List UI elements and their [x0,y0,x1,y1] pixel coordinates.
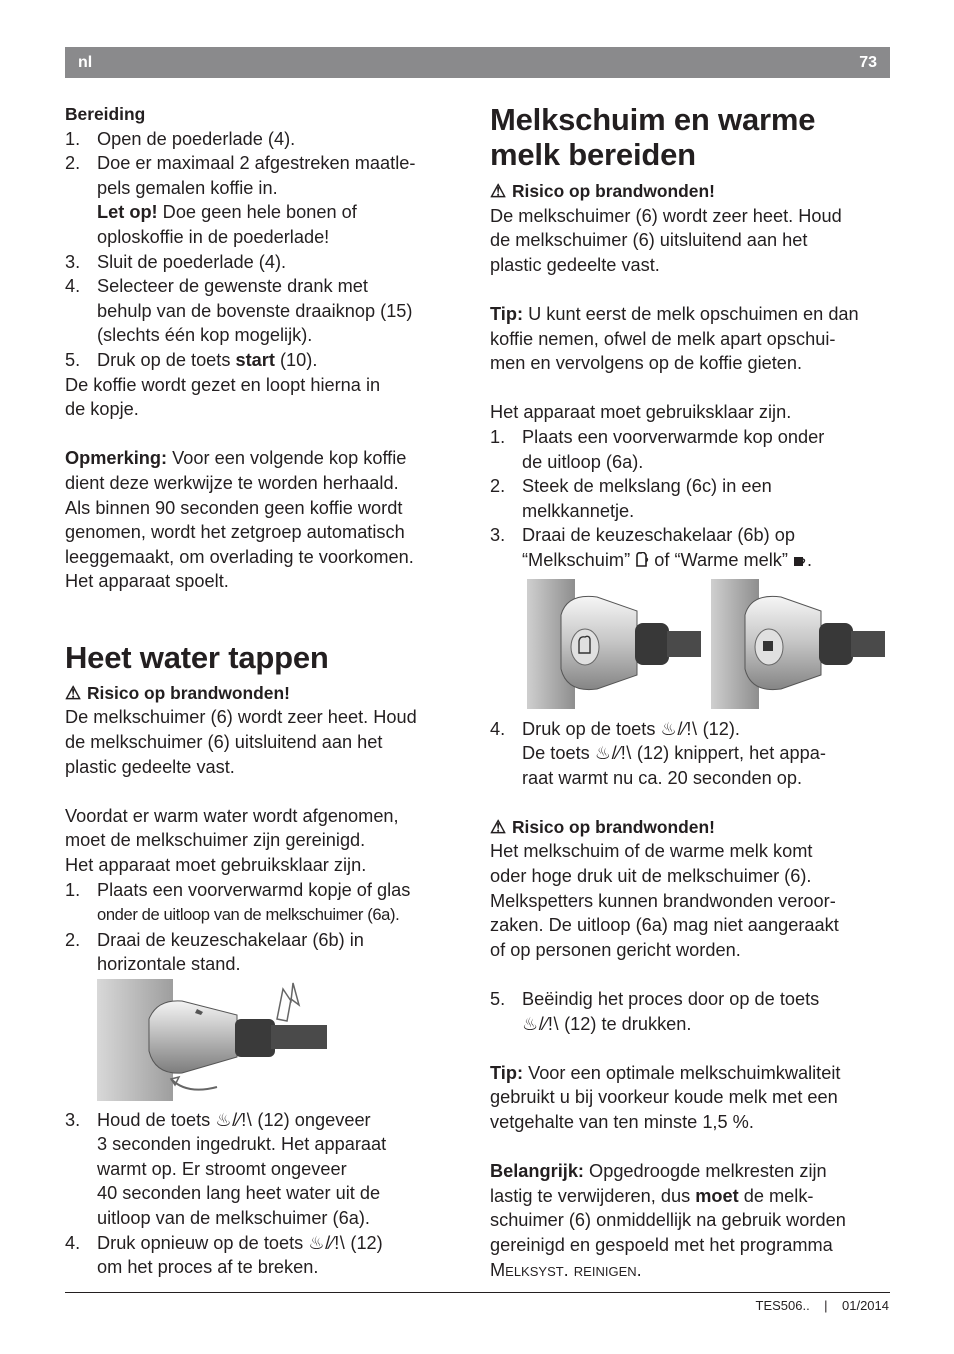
remark: Opmerking: Voor een volgende kop koffie dient deze werkwijze te worden herhaald. Als binnen 90 seconden geen koffie wordt genomen, wordt het zetgroep automatisch leeggemaakt, om overlading te voorkomen. Het apparaat spoelt. [65,448,414,592]
list-item: 3. Draai de keuzeschakelaar (6b) op “Melkschuim” of “Warme melk” . [490,525,813,570]
warning-title: ⚠ Risico op brandwonden! [65,681,470,706]
page-footer [756,1298,890,1313]
list-item: 5. Druk op de toets start (10). [65,349,318,370]
warning-text: De melkschuimer (6) wordt zeer heet. Houd de melkschuimer (6) uitsluitend aan het plastic gedeelte vast. [65,707,417,777]
warning-title: ⚠ Risico op brandwonden! [490,179,895,204]
prep-title: Bereiding [65,104,146,124]
list-item: 4. Selecteer de gewenste drank met behulp van de bovenste draaiknop (15) (slechts één kop mogelijk). [65,276,413,346]
list-item: 2. Draai de keuzeschakelaar (6b) in horizontale stand. [65,929,364,975]
warning-text: De melkschuimer (6) wordt zeer heet. Houd de melkschuimer (6) uitsluitend aan het plastic gedeelte vast. [490,205,842,275]
prep-steps [65,127,470,373]
section-title-milk: Melkschuim en warme melk bereiden [490,102,816,172]
milk-steps-3 [490,987,895,1036]
steam-button-icon: ♨/⁄!\ [308,1232,346,1253]
steam-button-icon: ♨/⁄!\ [660,718,698,739]
list-item: 2. Steek de melkslang (6c) in een melkkannetje. [490,476,772,521]
warning-text-2: Het melkschuim of de warme melk komt oder hoge druk uit de melkschuimer (6). Melkspetters kunnen brandwonden veroor- zaken. De uitloop (6a) mag niet aangeraakt of op personen gericht worden. [490,841,839,960]
tip: Tip: U kunt eerst de melk opschuimen en dan koffie nemen, ofwel de melk apart opschui- men en vervolgens op de koffie gieten. [490,303,859,374]
list-item: 2. Doe er maximaal 2 afgestreken maatle- pels gemalen koffie in. Let op! Doe geen hele bonen of oploskoffie in de poederlade! [65,153,416,247]
frother-horizontal-illustration [97,979,470,1108]
warning-icon: ⚠ [65,682,82,703]
list-item: 3. Sluit de poederlade (4). [65,251,287,272]
left-column [65,102,470,1280]
section-title-hot-water: Heet water tappen [65,639,329,675]
milk-steps [490,425,895,573]
milk-foam-cup-icon [635,552,649,568]
hot-water-steps [65,878,470,977]
knob-milk-foam-illustration [527,579,701,709]
footer-separator: | [824,1298,828,1313]
steam-button-icon: ♨/⁄!\ [522,1013,560,1034]
after-text: De koffie wordt gezet en loopt hierna in de kopje. [65,374,381,420]
page-header [65,47,890,78]
edition-date: 01/2014 [842,1298,889,1313]
note-bold: Let op! [97,202,158,223]
warning-title-2: ⚠ Risico op brandwonden! [490,815,895,840]
pre-text: Voordat er warm water wordt afgenomen, moet de melkschuimer zijn gereinigd. Het apparaat moet gebruiksklaar zijn. [65,805,399,876]
list-item: 4. Druk op de toets ♨/⁄!\ (12). De toets ♨/⁄!\ (12) knippert, het appa- raat warmt nu ca. 20 seconden op. [490,718,826,788]
list-item: 5. Beëindig het proces door op de toets ♨/⁄!\ (12) te drukken. [490,989,820,1034]
language-code: nl [78,54,93,71]
right-column [490,102,895,1282]
list-item: 1. Plaats een voorverwarmd kopje of glas onder de uitloop van de melkschuimer (6a). [65,879,411,925]
list-item: 3. Houd de toets ♨/⁄!\ (12) ongeveer 3 seconden ingedrukt. Het apparaat warmt op. Er stroomt ongeveer 40 seconden lang heet water uit de uitloop van de melkschuimer (6a). [65,1109,387,1228]
ready-text: Het apparaat moet gebruiksklaar zijn. [490,402,792,423]
milk-steps-2 [490,717,895,791]
warm-milk-cup-icon [793,554,807,568]
page-number: 73 [859,54,877,71]
steam-button-icon: ♨/⁄!\ [215,1109,253,1130]
knob-warm-milk-illustration [711,579,885,709]
list-item: 1. Plaats een voorverwarmde kop onder de uitloop (6a). [490,426,825,472]
footer-divider [65,1292,890,1293]
steam-button-icon: ♨/⁄!\ [594,743,632,764]
knob-position-illustrations [527,579,895,709]
program-name: Melksyst. reinigen. [490,1259,642,1280]
list-item: 1. Open de poederlade (4). [65,128,296,149]
important-note: Belangrijk: Opgedroogde melkresten zijn lastig te verwijderen, dus moet de melk- schuimer (6) onmiddellijk na gebruik worden gereinigd en gespoeld met het programma Melksyst. reinigen. [490,1161,846,1280]
model-number: TES506.. [755,1298,810,1313]
warning-icon: ⚠ [490,181,507,201]
list-item: 4. Druk opnieuw op de toets ♨/⁄!\ (12) om het proces af te breken. [65,1232,383,1278]
warning-icon: ⚠ [490,816,507,837]
hot-water-steps-2 [65,1108,470,1280]
tip-2: Tip: Voor een optimale melkschuimkwaliteit gebruikt u bij voorkeur koude melk met een vetgehalte van ten minste 1,5 %. [490,1062,841,1132]
